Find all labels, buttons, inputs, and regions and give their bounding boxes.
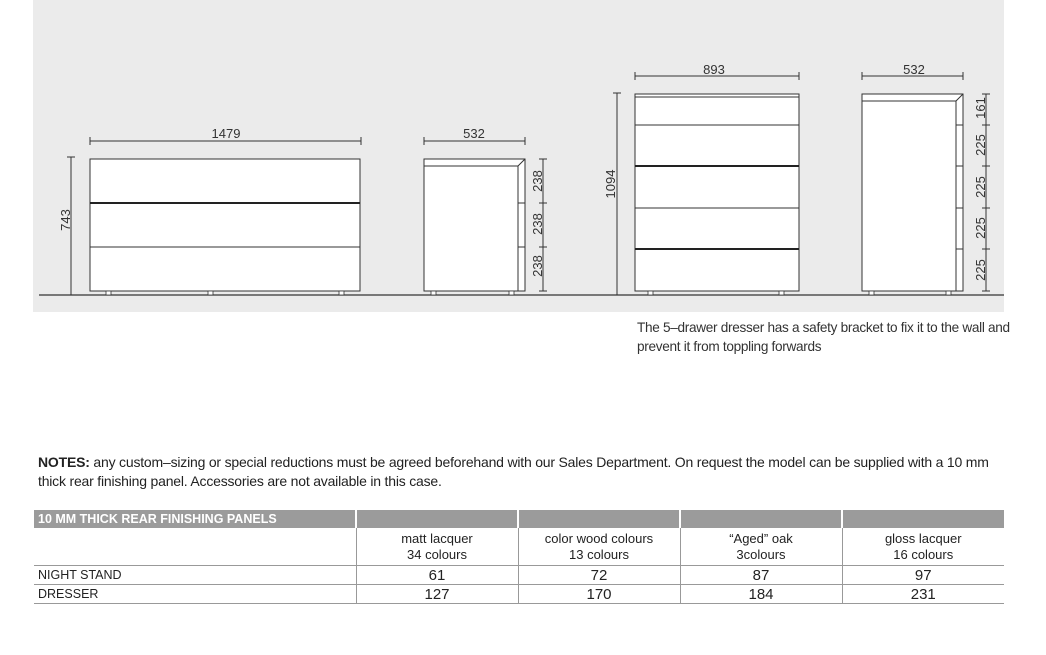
dresser-3-drawer-3-label: 238 (530, 255, 545, 277)
dresser-5-depth-label: 532 (903, 62, 925, 77)
table-title: 10 MM THICK REAR FINISHING PANELS (34, 510, 356, 528)
table-row (34, 585, 1004, 604)
notes-text: any custom–sizing or special reductions must be agreed beforehand with our Sales Department. On request the model can be supplied with a 10 mm thick rear finishing panel. Accessories are not available in this case. (38, 454, 989, 489)
table-cell: 170 (518, 585, 680, 604)
table-cell: 184 (680, 585, 842, 604)
dresser-5-width-label: 893 (703, 62, 725, 77)
dresser-5-drawer-5-label: 225 (973, 259, 988, 281)
dresser-3-drawer-2-label: 238 (530, 213, 545, 235)
row-label: DRESSER (34, 585, 356, 604)
notes-paragraph (38, 453, 1013, 491)
dresser-5-drawer-2-label: 225 (973, 134, 988, 156)
dimension-drawing (33, 0, 1004, 312)
table-cell: 231 (842, 585, 1004, 604)
column-header: “Aged” oak 3colours (680, 528, 842, 566)
dresser-5-height-label: 1094 (603, 169, 618, 199)
table-cell: 87 (680, 566, 842, 585)
table-column-headers (34, 528, 1004, 566)
table-row (34, 566, 1004, 585)
dresser-3-width-label: 1479 (211, 126, 241, 141)
table-header-row (34, 510, 1004, 528)
row-label: NIGHT STAND (34, 566, 356, 585)
column-header: gloss lacquer 16 colours (842, 528, 1004, 566)
dresser-3-drawer-1-label: 238 (530, 170, 545, 192)
dresser-3-side-view (424, 126, 547, 295)
dresser-5-front-view (603, 62, 799, 295)
dresser-5-drawer-4-label: 225 (973, 217, 988, 239)
dresser-3-front-view (58, 126, 361, 295)
technical-drawing-panel (33, 0, 1004, 312)
dresser-5-drawer-3-label: 225 (973, 176, 988, 198)
dresser-5-drawer-1-label: 161 (973, 97, 988, 119)
table-cell: 97 (842, 566, 1004, 585)
rear-panel-price-table (34, 510, 1004, 604)
column-header: color wood colours 13 colours (518, 528, 680, 566)
table-cell: 72 (518, 566, 680, 585)
dresser-5-side-view (862, 62, 990, 295)
table-cell: 61 (356, 566, 518, 585)
column-header: matt lacquer 34 colours (356, 528, 518, 566)
dresser-3-height-label: 743 (58, 209, 73, 231)
notes-label: NOTES: (38, 454, 90, 470)
dresser-3-depth-label: 532 (463, 126, 485, 141)
table-cell: 127 (356, 585, 518, 604)
safety-bracket-caption: The 5–drawer dresser has a safety bracket to fix it to the wall and prevent it from toppling forwards (637, 320, 1010, 354)
